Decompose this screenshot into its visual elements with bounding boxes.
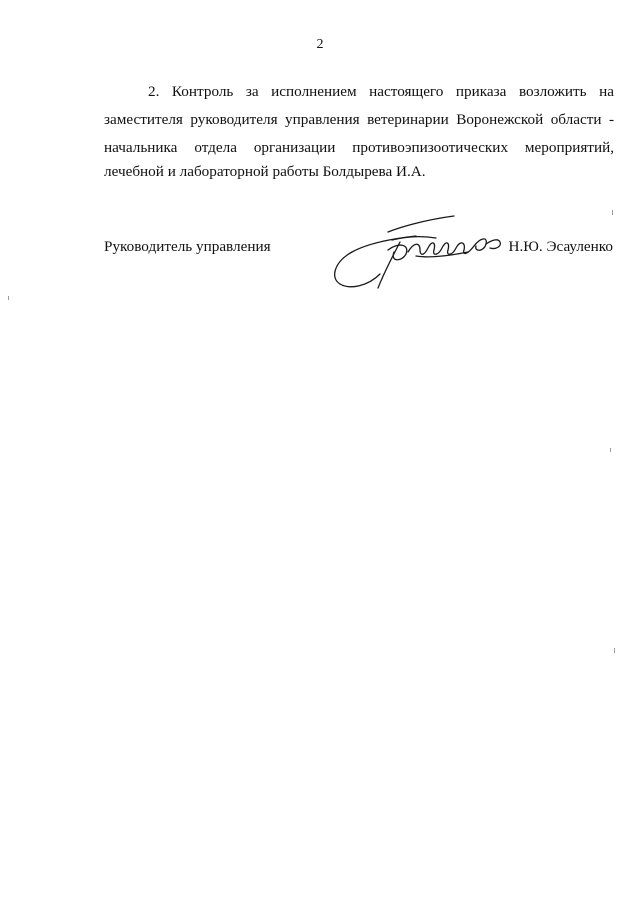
scan-speck (614, 648, 615, 653)
signer-role: Руководитель управления (104, 238, 271, 255)
page-number: 2 (316, 37, 324, 52)
signer-name: Н.Ю. Эсауленко (508, 238, 613, 255)
paragraph-line-4: лечебной и лабораторной работы Болдырева И.А. (104, 163, 426, 180)
paragraph-line-1: 2. Контроль за исполнением настоящего приказа возложить на (148, 83, 614, 100)
scan-speck (612, 210, 613, 215)
paragraph-line-3: начальника отдела организации противоэпизоотических мероприятий, (104, 139, 614, 156)
scan-speck (610, 448, 611, 452)
paragraph-line-2: заместителя руководителя управления ветеринарии Воронежской области - (104, 111, 614, 128)
scan-speck (8, 296, 9, 300)
handwritten-signature (328, 212, 518, 294)
